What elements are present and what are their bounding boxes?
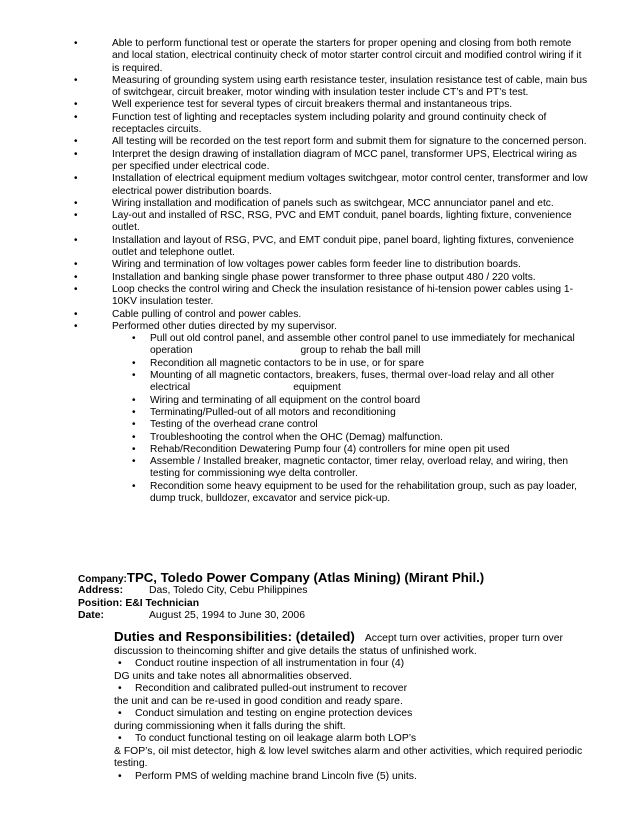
list-item: • All testing will be recorded on the test report form and submit them for signature to the concerned person.: [74, 136, 587, 148]
sub-list-item: • Wiring and terminating of all equipment on the control board: [132, 394, 421, 406]
bullet-icon: •: [132, 370, 136, 382]
duties-section: [114, 631, 594, 783]
list-item: • Able to perform functional test or operate the starters for proper opening and closing from both remote and local station, electrical continuity check of motor starter control circuit and modified control wiring if it is required.: [74, 38, 582, 74]
bullet-icon: •: [74, 271, 78, 283]
bullet-icon: •: [132, 333, 136, 345]
duties-intro: [114, 631, 594, 658]
bullet-icon: •: [74, 210, 78, 222]
list-item: • Well experience test for several types of circuit breakers thermal and instantaneous trips.: [74, 99, 513, 111]
list-item: • Recondition and calibrated pulled-out instrument to recover the unit and can be re-used in good condition and ready spare.: [114, 683, 408, 707]
sub-list-item: • Recondition all magnetic contactors to be in use, or for spare: [132, 357, 425, 369]
bullet-icon: •: [132, 443, 136, 455]
date-value: August 25, 1994 to June 30, 2006: [149, 610, 305, 621]
list-item: • Cable pulling of control and power cables.: [74, 308, 302, 320]
company-heading: [78, 570, 618, 585]
bullet-icon: •: [132, 357, 136, 369]
bullet-icon: •: [74, 173, 78, 185]
bullet-icon: •: [74, 197, 78, 209]
list-item: • Function test of lighting and receptacles system including polarity and ground continuity check of receptacles circuits.: [74, 111, 547, 136]
position-row: [78, 598, 618, 611]
sub-list-item: • Mounting of all magnetic contactors, breakers, fuses, thermal over-load relay and all other electrical equipment: [132, 370, 555, 394]
position-label: Position:: [78, 598, 123, 609]
bullet-icon: •: [74, 320, 78, 332]
list-item: • Perform PMS of welding machine brand Lincoln five (5) units.: [114, 771, 594, 784]
list-item: • Conduct simulation and testing on engine protection devices during commissioning when it falls during the shift.: [114, 708, 413, 732]
bullet-icon: •: [118, 708, 122, 719]
address-row: [78, 585, 618, 598]
list-item: • Installation of electrical equipment medium voltages switchgear, motor control center, transformer and low electrical power distribution boards.: [74, 173, 588, 197]
sub-list-item: • Recondition some heavy equipment to be used for the rehabilitation group, such as pay loader, dump truck, bulldozer, excavator and service pick-up.: [132, 480, 578, 504]
sub-list: [112, 333, 590, 505]
bullet-icon: •: [74, 136, 78, 148]
company-label: Company:: [78, 574, 127, 585]
bullet-icon: •: [132, 456, 136, 468]
list-item: • Installation and layout of RSG, PVC, and EMT conduit pipe, panel board, lighting fixtures, convenience outlet and telephone outlet.: [74, 234, 574, 259]
sub-list-item: • Rehab/Recondition Dewatering Pump four (4) controllers for mine open pit used: [132, 443, 510, 455]
responsibilities-list: [0, 38, 638, 505]
bullet-icon: •: [132, 419, 136, 431]
duties-intro-text: Accept turn over activities, proper turn over discussion to theincoming shifter and give details the status of unfinished work.: [114, 633, 563, 657]
bullet-icon: •: [74, 234, 78, 246]
sub-list-item: • Terminating/Pulled-out of all motors and reconditioning: [132, 406, 396, 418]
sub-list-item: • Troubleshooting the control when the OHC (Demag) malfunction.: [132, 431, 443, 443]
list-item: • Installation and banking single phase power transformer to three phase output 480 / 220 volts.: [74, 271, 536, 283]
duties-title: Duties and Responsibilities: (detailed): [114, 629, 355, 644]
bullet-icon: •: [132, 480, 136, 492]
list-item: • To conduct functional testing on oil leakage alarm both LOP’s & FOP’s, oil mist detector, high & low level switches alarm and other activities, which required periodic testing.: [114, 733, 583, 769]
company-name: TPC, Toledo Power Company (Atlas Mining) (Mirant Phil.): [126, 570, 485, 585]
list-item: • Wiring and termination of low voltages power cables form feeder line to distribution boards.: [74, 259, 521, 271]
bullet-icon: •: [118, 733, 122, 744]
list-item: • Interpret the design drawing of installation diagram of MCC panel, transformer UPS, Electrical wiring as per specified under electrical code.: [74, 148, 577, 172]
bullet-icon: •: [132, 394, 136, 406]
address-value: Das, Toledo City, Cebu Philippines: [149, 585, 308, 596]
bullet-icon: •: [74, 308, 78, 320]
bullet-icon: •: [118, 683, 122, 694]
bullet-icon: •: [118, 658, 122, 669]
list-item: • Measuring of grounding system using earth resistance tester, insulation resistance test of cable, main bus of switchgear, circuit breaker, motor winding with insulation tester include CT’s and PT’s test.: [74, 74, 588, 99]
position-value: E&I Technician: [125, 598, 200, 609]
bullet-icon: •: [74, 259, 78, 271]
date-label: Date:: [78, 610, 104, 621]
list-item: • Performed other duties directed by my supervisor. • Pull out old control panel, and assemble other control panel to use immediately for mechanical operation group to rehab the ball mill • Recondition all magnetic contactors to be in use, or for spare • Mounting of all magnetic contactors, breakers, fuses, thermal over-load relay and all other electrical equipment • Wiring and terminating of all equipment on the control board • Terminating/Pulled-out of all motors and reconditioning • Testing of the overhead crane control • Troubleshooting the control when the OHC (Demag) malfunction. • Rehab/Recondition Dewatering Pump four (4) controllers for mine open pit used • Assemble / Installed breaker, magnetic contactor, timer relay, overload relay, and wiring, then testing for commissioning wye delta controller. • Recondition some heavy equipment to be used for the rehabilitation group, such as pay loader, dump truck, bulldozer, excavator and service pick-up.: [0, 321, 638, 505]
bullet-icon: •: [74, 111, 78, 123]
address-label: Address:: [78, 585, 124, 596]
list-item: • Loop checks the control wiring and Check the insulation resistance of hi-tension power cables using 1-10KV insulation tester.: [74, 283, 573, 308]
sub-list-item: • Assemble / Installed breaker, magnetic contactor, timer relay, overload relay, and wiring, then testing for commissioning wye delta controller.: [132, 456, 569, 480]
bullet-icon: •: [74, 283, 78, 295]
sub-list-item: • Testing of the overhead crane control: [132, 419, 318, 431]
bullet-icon: •: [132, 406, 136, 418]
sub-list-item: • Pull out old control panel, and assemble other control panel to use immediately for mechanical operation group to rehab the ball mill: [132, 333, 575, 357]
bullet-icon: •: [74, 74, 78, 86]
list-item: • Conduct routine inspection of all instrumentation in four (4) DG units and take notes all abnormalities observed.: [114, 658, 405, 682]
bullet-icon: •: [74, 148, 78, 160]
bullet-icon: •: [74, 38, 78, 49]
bullet-icon: •: [118, 770, 122, 782]
bullet-icon: •: [132, 431, 136, 443]
date-row: [78, 610, 618, 623]
list-item: • Wiring installation and modification of panels such as switchgear, MCC annunciator panel and etc.: [74, 197, 554, 209]
list-item: • Lay-out and installed of RSC, RSG, PVC and EMT conduit, panel boards, lighting fixture, convenience outlet.: [74, 210, 572, 234]
bullet-icon: •: [74, 99, 78, 111]
